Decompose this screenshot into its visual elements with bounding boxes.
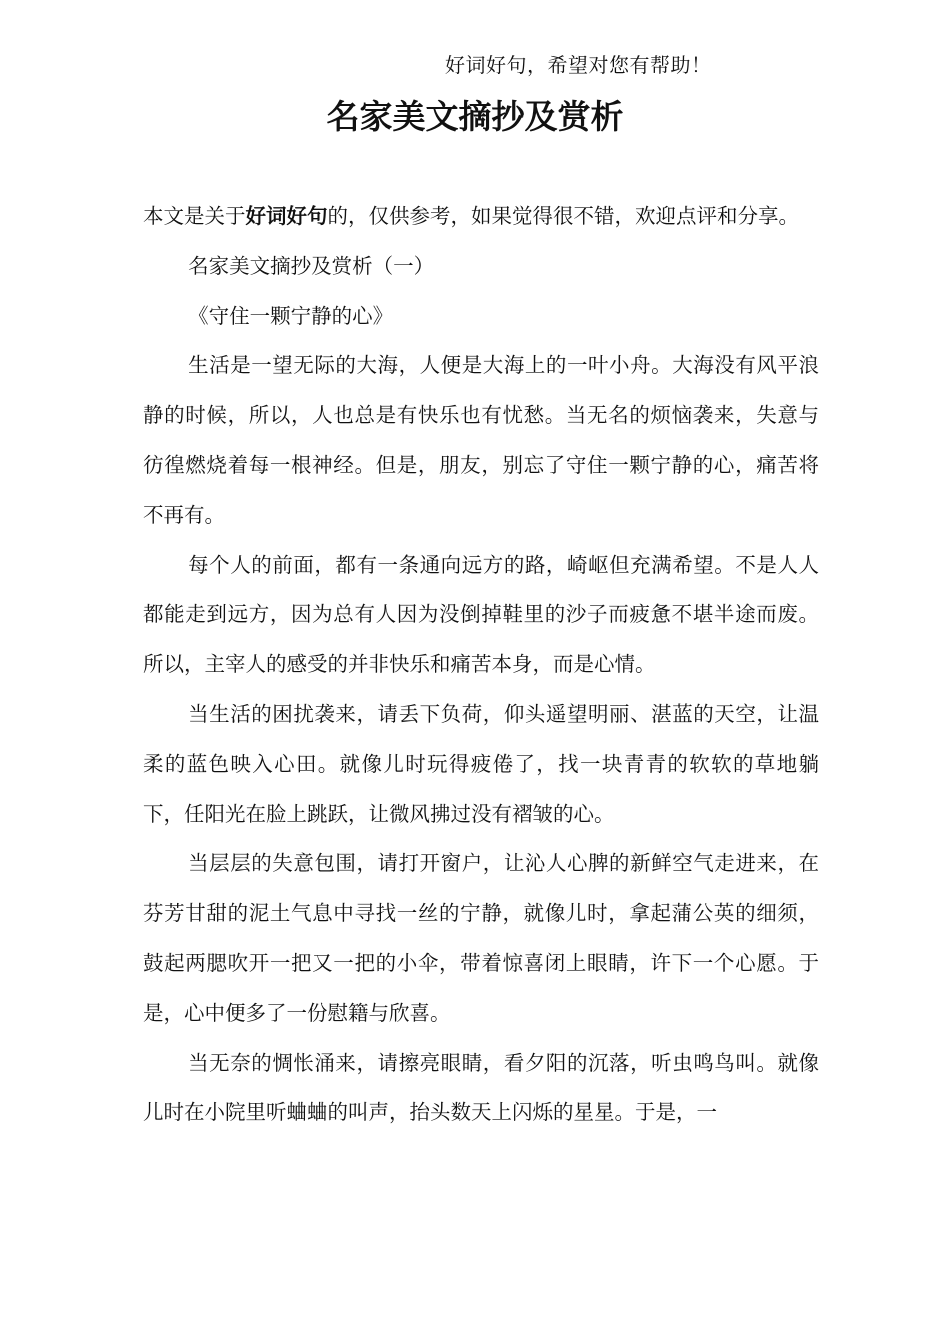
body-paragraph-1: 生活是一望无际的大海，人便是大海上的一叶小舟。大海没有风平浪静的时候，所以，人也总是有快乐也有忧愁。当无名的烦恼袭来，失意与彷徨燃烧着每一根神经。但是，朋友，别忘了守住一颗宁静的心，痛苦将不再有。 <box>143 353 819 527</box>
body-paragraph-4: 当层层的失意包围，请打开窗户，让沁人心脾的新鲜空气走进来，在芬芳甘甜的泥土气息中寻找一丝的宁静，就像儿时，拿起蒲公英的细须，鼓起两腮吹开一把又一把的小伞，带着惊喜闭上眼睛，许下一个心愿。于是，心中便多了一份慰籍与欣喜。 <box>143 851 819 1025</box>
intro-text-after: 的，仅供参考，如果觉得很不错，欢迎点评和分享。 <box>327 204 799 228</box>
header-note: 好词好句，希望对您有帮助！ <box>445 53 712 77</box>
body-paragraph-3: 当生活的困扰袭来，请丢下负荷，仰头遥望明丽、湛蓝的天空，让温柔的蓝色映入心田。就像儿时玩得疲倦了，找一块青青的软软的草地躺下，任阳光在脸上跳跃，让微风拂过没有褶皱的心。 <box>143 701 819 826</box>
section-heading: 名家美文摘抄及赏析（一） <box>188 253 435 278</box>
document-title: 名家美文摘抄及赏析 <box>326 97 624 136</box>
body-paragraph-2: 每个人的前面，都有一条通向远方的路，崎岖但充满希望。不是人人都能走到远方，因为总有人因为没倒掉鞋里的沙子而疲惫不堪半途而废。所以，主宰人的感受的并非快乐和痛苦本身，而是心情。 <box>143 552 819 677</box>
intro-paragraph <box>143 192 819 242</box>
essay-title: 《守住一颗宁静的心》 <box>188 303 394 328</box>
intro-text-before: 本文是关于 <box>143 204 246 228</box>
body-paragraph-5: 当无奈的惆怅涌来，请擦亮眼睛，看夕阳的沉落，听虫鸣鸟叫。就像儿时在小院里听蛐蛐的叫声，抬头数天上闪烁的星星。于是，一 <box>143 1050 819 1125</box>
document-body <box>143 192 819 1138</box>
intro-keyword: 好词好句 <box>245 204 328 228</box>
